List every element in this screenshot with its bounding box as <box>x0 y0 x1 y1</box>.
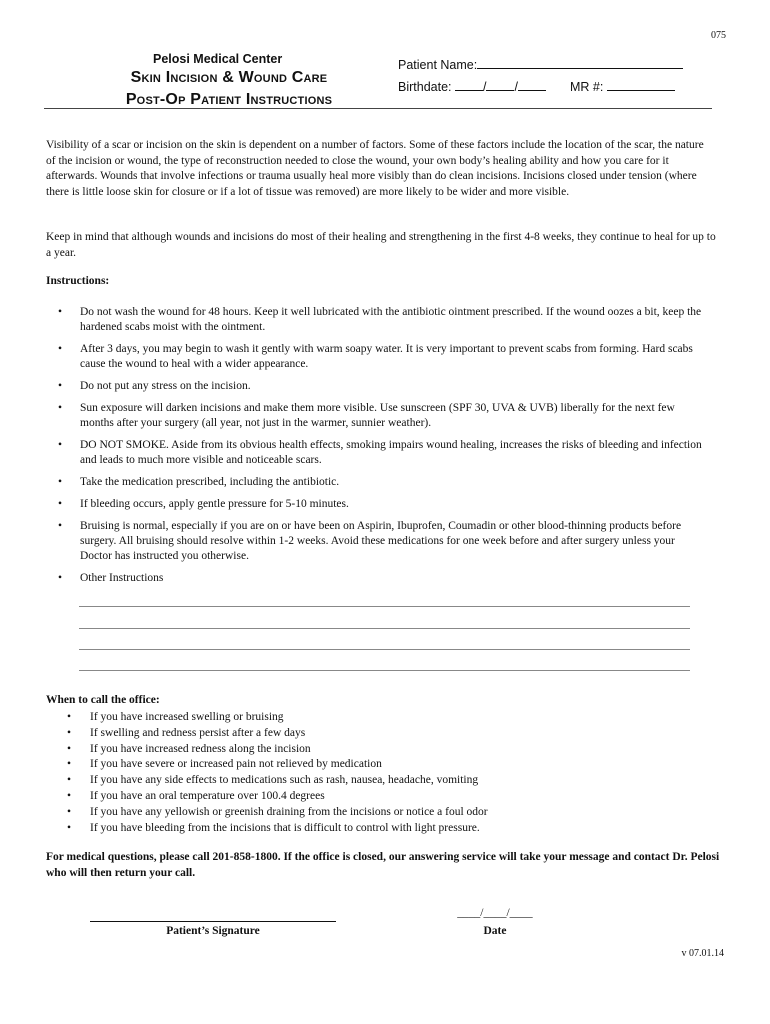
instruction-item <box>46 438 706 468</box>
instruction-item <box>46 305 706 335</box>
bullet: • <box>67 711 72 723</box>
bullet: • <box>67 742 72 755</box>
bullet: • <box>58 343 63 355</box>
when-to-call-list <box>64 710 488 836</box>
mr-number-blank[interactable] <box>607 78 675 91</box>
intro-paragraph-2: Keep in mind that although wounds and incisions do most of their healing and strengthening in the first 4-8 weeks, they continue to heal for up to a year. <box>46 231 716 259</box>
birthdate-field[interactable] <box>398 78 546 94</box>
other-instructions-line-3[interactable] <box>79 649 690 650</box>
when-item-text: If you have any side effects to medications such as rash, nausea, headache, vomiting <box>90 774 479 787</box>
bullet: • <box>58 476 63 488</box>
when-item-text: If you have increased redness along the incision <box>90 742 311 755</box>
patient-name-label: Patient Name: <box>398 58 478 72</box>
instruction-item <box>46 379 706 394</box>
bullet: • <box>67 758 72 771</box>
instruction-text: Do not wash the wound for 48 hours. Keep it well lubricated with the antibiotic ointment prescribed. If the wound oozes a bit, keep the hardened scabs moist with the ointment. <box>80 306 702 333</box>
patient-signature-line[interactable] <box>90 921 336 922</box>
instruction-item <box>46 475 706 490</box>
when-item <box>64 789 488 805</box>
other-instructions-line-2[interactable] <box>79 628 690 629</box>
when-item-text: If you have an oral temperature over 100.4 degrees <box>90 789 325 802</box>
document-title-line-2: Post-Op Patient Instructions <box>125 91 333 108</box>
bullet: • <box>67 805 72 818</box>
contact-information: For medical questions, please call 201-858-1800. If the office is closed, our answering service will take your message and contact Dr. Pelosi who will then return your call. <box>46 851 720 879</box>
intro-paragraph-1: Visibility of a scar or incision on the skin is dependent on a number of factors. Some of these factors include the location of the scar, the nature of the incision or wound, the type of reconstruction needed to close the wound, your own body’s healing ability and how you care for it afterwards. Wounds that involve infections or trauma usually heal more visibly than do clean incisions. Incisions closed under tension (where there is little loose skin for closure or if a lot of tissue was removed) are more likely to be wider and more visible. <box>46 139 704 198</box>
bullet: • <box>67 774 72 787</box>
when-item <box>64 710 488 726</box>
patient-signature-label: Patient’s Signature <box>166 925 260 937</box>
bullet: • <box>67 726 72 739</box>
signature-date-field[interactable]: ____/____/____ <box>457 907 533 919</box>
when-item-text: If you have any yellowish or greenish draining from the incisions or notice a foul odor <box>90 805 488 818</box>
bullet: • <box>58 572 63 584</box>
when-item-text: If swelling and redness persist after a few days <box>90 726 306 739</box>
bullet: • <box>67 789 72 802</box>
birthdate-label: Birthdate: <box>398 80 452 94</box>
instruction-text: Sun exposure will darken incisions and make them more visible. Use sunscreen (SPF 30, UVA & UVB) liberally for the next few months after your surgery (all year, not just in the warmer, sunnier weather). <box>80 402 675 429</box>
other-instructions-line-4[interactable] <box>79 670 690 671</box>
bullet: • <box>58 498 63 510</box>
instruction-text: Other Instructions <box>80 572 164 584</box>
bullet: • <box>58 439 63 451</box>
when-item <box>64 805 488 821</box>
when-item-text: If you have increased swelling or bruising <box>90 711 284 723</box>
mr-number-field[interactable] <box>570 78 675 94</box>
birthdate-separator: / <box>483 80 487 94</box>
instruction-item <box>46 571 706 586</box>
version-label: v 07.01.14 <box>681 948 724 959</box>
patient-name-field[interactable] <box>398 56 683 72</box>
document-title-line-1: Skin Incision & Wound Care <box>130 69 328 86</box>
instruction-text: DO NOT SMOKE. Aside from its obvious health effects, smoking impairs wound healing, increases the risks of bleeding and infection and leads to much more visible and noticeable scars. <box>80 439 702 466</box>
when-item <box>64 773 488 789</box>
bullet: • <box>58 306 63 318</box>
when-to-call-heading: When to call the office: <box>46 694 160 706</box>
when-item-text: If you have bleeding from the incisions that is difficult to control with light pressure. <box>90 821 480 834</box>
when-item <box>64 742 488 758</box>
when-item <box>64 757 488 773</box>
patient-name-blank[interactable] <box>477 56 683 69</box>
birthdate-separator: / <box>514 80 518 94</box>
instruction-text: Take the medication prescribed, including the antibiotic. <box>80 476 340 488</box>
instruction-item <box>46 342 706 372</box>
when-item <box>64 726 488 742</box>
instructions-list <box>46 305 706 593</box>
birthdate-month-blank[interactable] <box>455 78 483 91</box>
medical-center-name: Pelosi Medical Center <box>153 52 283 66</box>
bullet: • <box>58 520 63 532</box>
instruction-item <box>46 497 706 512</box>
instruction-item <box>46 519 706 564</box>
when-item-text: If you have severe or increased pain not relieved by medication <box>90 758 382 771</box>
other-instructions-line-1[interactable] <box>79 606 690 607</box>
mr-number-label: MR #: <box>570 80 604 94</box>
header-divider <box>44 108 712 109</box>
bullet: • <box>58 380 63 392</box>
instruction-text: After 3 days, you may begin to wash it gently with warm soapy water. It is very important to prevent scabs from forming. Hard scabs cause the wound to heal with a wider appearance. <box>80 343 693 370</box>
bullet: • <box>58 402 63 414</box>
instruction-text: Bruising is normal, especially if you are on or have been on Aspirin, Ibuprofen, Coumadin or other blood-thinning products before surgery. All bruising should resolve within 1-2 weeks. Avoid these medications for one week before and after surgery unless your Doctor has instructed you otherwise. <box>80 520 682 562</box>
birthdate-year-blank[interactable] <box>518 78 546 91</box>
instruction-text: Do not put any stress on the incision. <box>80 380 251 392</box>
signature-date-label: Date <box>483 925 507 937</box>
page-number: 075 <box>711 30 726 41</box>
instruction-text: If bleeding occurs, apply gentle pressure for 5-10 minutes. <box>80 498 349 510</box>
birthdate-day-blank[interactable] <box>486 78 514 91</box>
instructions-heading: Instructions: <box>46 275 110 287</box>
instruction-item <box>46 401 706 431</box>
bullet: • <box>67 821 72 834</box>
when-item <box>64 821 488 837</box>
